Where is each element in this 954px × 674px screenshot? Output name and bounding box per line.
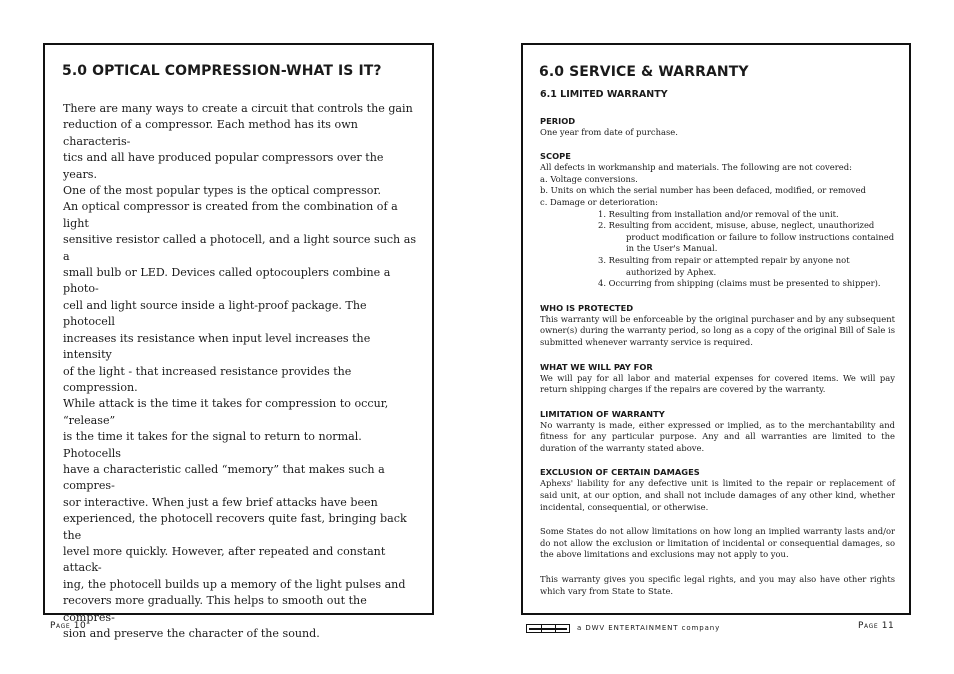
scope-subitem: 4. Occurring from shipping (claims must be presented to shipper). [598,278,881,289]
text-line: of the light - that increased resistance provides the compression. [63,364,352,394]
text-line: level more quickly. However, after repeated and constant attack- [63,544,386,575]
rights-text: This warranty gives you specific legal rights, and you may also have other rights which vary from State to State. [540,574,895,596]
period-heading: PERIOD [540,115,576,126]
text-line: is the time it takes for the signal to return to normal. Photocells [63,430,362,460]
exclusion-heading: EXCLUSION OF CERTAIN DAMAGES [540,467,700,478]
scope-item: c. Damage or deterioration: [540,196,659,207]
exclusion-text: Aphexs' liability for any defective unit is limited to the repair or replacement of said unit, at our option, and shall not include damages of any other kind, whether incidental, consequential, or otherwise. [540,478,895,512]
text-line: While attack is the time it takes for compression to occur, “release” [63,397,389,427]
text-line: sion and preserve the character of the sound. [63,627,320,640]
text-line: sor interactive. When just a few brief attacks have been [63,495,378,509]
text-line: There are many ways to create a circuit that controls the gain [63,102,413,115]
text-line: increases its resistance when input level increases the intensity [63,331,371,362]
text-line: cell and light source inside a light-proof package. The photocell [63,298,367,329]
page-title: 6.0 SERVICE & WARRANTY [539,64,749,80]
page-number-right: Page 11 [858,621,895,631]
text-line: experienced, the photocell recovers quite fast, bringing back the [63,512,407,542]
scope-item: a. Voltage conversions. [540,173,638,184]
scope-subitem: 3. Resulting from repair or attempted repair by anyone not authorized by Aphex. [598,254,850,277]
scope-intro: All defects in workmanship and materials. The following are not covered: [540,162,852,173]
scope-subitem: 2. Resulting from accident, misuse, abuse, neglect, unauthorized product modification or failure to follow instructions contained in the User's Manual. [598,220,895,254]
text-line: ing, the photocell builds up a memory of the light pulses and [63,577,406,591]
limitation-heading: LIMITATION OF WARRANTY [540,408,665,419]
pay-text: We will pay for all labor and material expenses for covered items. We will pay return shipping charges if the repairs are covered by the warranty. [540,372,895,395]
section-subtitle: 6.1 LIMITED WARRANTY [540,89,668,100]
text-line: One of the most popular types is the optical compressor. [63,184,382,198]
who-text: This warranty will be enforceable by the original purchaser and by any subsequent owner(s) during the warranty period, so long as a copy of the original Bill of Sale is submitted whenever warranty service is required. [540,313,895,347]
dwv-logo-icon [526,624,570,633]
states-text: Some States do not allow limitations on how long an implied warranty lasts and/or do not allow the exclusion or limitation of incidental or consequential damages, so the above limitations and exclusions may not apply to you. [540,526,895,560]
who-heading: WHO IS PROTECTED [540,302,634,313]
text-line: An optical compressor is created from the combination of a light [63,200,398,230]
optical-compression-text [63,101,419,642]
page-number-left: Page 10 [50,621,87,631]
scope-subitem: 1. Resulting from installation and/or removal of the unit. [598,208,839,219]
text-line: recovers more gradually. This helps to smooth out the compres- [63,594,367,624]
text-line: sensitive resistor called a photocell, and a light source such as a [63,233,417,263]
warranty-text [540,89,895,597]
text-line: small bulb or LED. Devices called optocouplers combine a photo- [63,266,391,296]
company-tagline: a DWV ENTERTAINMENT company [577,624,721,632]
page-title: 5.0 OPTICAL COMPRESSION-WHAT IS IT? [62,63,382,79]
text-line: reduction of a compressor. Each method has its own characteris- [63,118,358,148]
period-text: One year from date of purchase. [540,126,678,137]
pay-heading: WHAT WE WILL PAY FOR [540,361,653,372]
scope-item: b. Units on which the serial number has been defaced, modified, or removed [540,185,866,196]
text-line: have a characteristic called “memory” that makes such a compres- [63,462,385,493]
right-page [521,43,911,615]
text-line: tics and all have produced popular compressors over the years. [63,151,384,181]
scope-heading: SCOPE [540,151,571,162]
limitation-text: No warranty is made, either expressed or implied, as to the merchantability and fitness for any particular purpose. Any and all warranties are limited to the duration of the warranty stated above. [540,419,895,453]
